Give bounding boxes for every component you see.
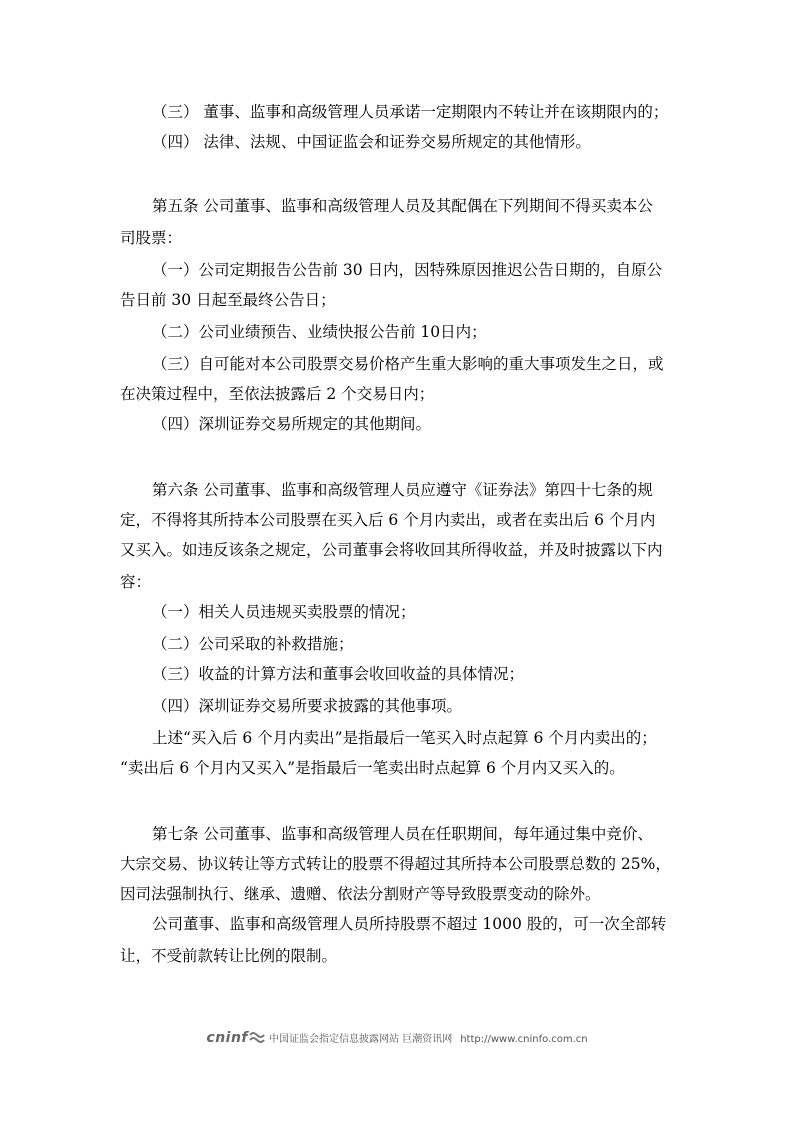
footer-url[interactable]: http://www.cninfo.com.cn [460, 1034, 588, 1045]
list-item: （四）深圳证券交易所规定的其他期间。 [152, 415, 432, 433]
paragraph-line: 因司法强制执行、继承、遗赠、依法分割财产等导致股票变动的除外。 [120, 885, 601, 903]
list-item: （三） 董事、监事和高级管理人员承诺一定期限内不转让并在该期限内的； [152, 103, 669, 121]
list-item: （二）公司业绩预告、业绩快报公告前 10日内； [152, 323, 487, 341]
paragraph-line: 司股票： [120, 229, 183, 247]
paragraph-line: 公司董事、监事和高级管理人员所持股票不超过 1000 股的，可一次全部转 [152, 915, 667, 933]
paragraph-line: 告日前 30 日起至最终公告日； [120, 291, 336, 309]
paragraph-line: 让，不受前款转让比例的限制。 [120, 947, 338, 965]
list-item: （三）收益的计算方法和董事会收回收益的具体情况； [152, 665, 525, 683]
paragraph-line: 大宗交易、协议转让等方式转让的股票不得超过其所持本公司股票总数的 25%， [120, 855, 671, 873]
paragraph-line: 定，不得将其所持本公司股票在买入后 6 个月内卖出，或者在卖出后 6 个月内 [120, 511, 656, 529]
paragraph-line: “卖出后 6 个月内又买入”是指最后一笔卖出时点起算 6 个月内又买入的。 [120, 759, 625, 777]
cninfo-logo: cninf [206, 1030, 249, 1046]
list-item: （二）公司采取的补救措施； [152, 635, 354, 653]
article-7-heading: 第七条 公司董事、监事和高级管理人员在任职期间，每年通过集中竞价、 [152, 825, 653, 843]
list-item: （一）相关人员违规买卖股票的情况； [152, 603, 416, 621]
paragraph-line: 上述“买入后 6 个月内卖出”是指最后一笔买入时点起算 6 个月内卖出的； [152, 729, 657, 747]
article-5-heading: 第五条 公司董事、监事和高级管理人员及其配偶在下列期间不得买卖本公 [152, 197, 653, 215]
list-item: （一）公司定期报告公告前 30 日内，因特殊原因推迟公告日期的，自原公 [152, 261, 663, 279]
paragraph-line: 容： [120, 573, 152, 591]
footer-text: 中国证监会指定信息披露网站 巨潮资讯网 [269, 1034, 453, 1045]
list-item: （四）深圳证券交易所要求披露的其他事项。 [152, 697, 463, 715]
paragraph-line: 在决策过程中，至依法披露后 2 个交易日内； [120, 385, 435, 403]
article-6-heading: 第六条 公司董事、监事和高级管理人员应遵守《证券法》第四十七条的规 [152, 481, 653, 499]
list-item: （四） 法律、法规、中国证监会和证券交易所规定的其他情形。 [152, 133, 591, 151]
list-item: （三）自可能对本公司股票交易价格产生重大影响的重大事项发生之日，或 [152, 355, 664, 373]
paragraph-line: 又买入。如违反该条之规定，公司董事会将收回其所得收益，并及时披露以下内 [120, 541, 663, 559]
cninfo-wave-icon [249, 1031, 265, 1043]
page-footer [0, 1030, 794, 1046]
